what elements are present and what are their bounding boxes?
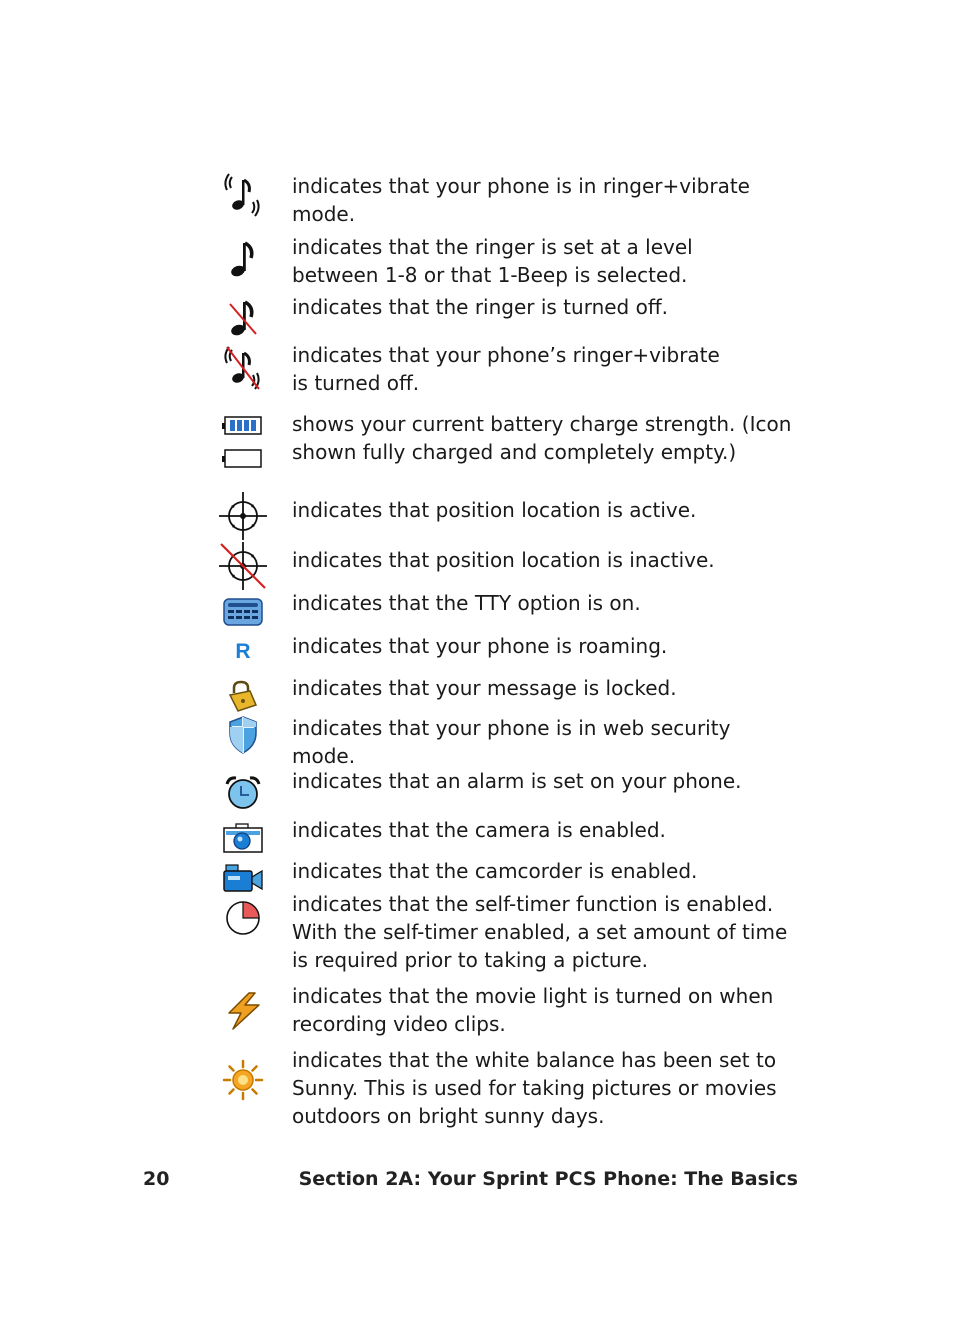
section-title: Section 2A: Your Sprint PCS Phone: The Basics (298, 1168, 798, 1190)
icon-description: shows your current battery charge strength. (Icon shown fully charged and completely empty.) (292, 412, 792, 464)
ringer-off-icon (216, 296, 270, 340)
icon-description: indicates that your phone is roaming. (292, 634, 668, 658)
alarm-clock-icon (216, 772, 270, 812)
ringer-vibrate-off-icon (216, 342, 270, 394)
page-number: 20 (143, 1168, 170, 1190)
lock-icon (216, 678, 270, 714)
movie-light-icon (216, 990, 270, 1032)
icon-description: indicates that the ringer is set at a level between 1-8 or that 1-Beep is selected. (292, 235, 693, 287)
icon-description: indicates that the camcorder is enabled. (292, 859, 698, 883)
icon-description: indicates that the ringer is turned off. (292, 295, 668, 319)
icon-description: indicates that position location is active. (292, 498, 697, 522)
position-location-inactive-icon (216, 540, 270, 592)
icon-description: indicates that position location is inactive. (292, 548, 715, 572)
icon-description: indicates that the self-timer function is enabled. With the self-timer enabled, a set amount of time is required prior to taking a picture. (292, 892, 788, 972)
camera-icon (216, 820, 270, 856)
tty-icon (216, 594, 270, 630)
icon-description: indicates that the white balance has been set to Sunny. This is used for taking pictures or movies outdoors on bright sunny days. (292, 1048, 777, 1128)
icon-description: indicates that your phone’s ringer+vibrate is turned off. (292, 343, 720, 395)
icon-description: indicates that the movie light is turned on when recording video clips. (292, 984, 774, 1036)
position-location-active-icon (216, 490, 270, 542)
shield-icon (216, 714, 270, 756)
sunny-icon (216, 1058, 270, 1102)
icon-description: indicates that your phone is in ringer+vibrate mode. (292, 174, 750, 226)
battery-icon (216, 414, 270, 474)
icon-description: indicates that your phone is in web security mode. (292, 716, 731, 768)
icon-description: indicates that an alarm is set on your phone. (292, 769, 742, 793)
self-timer-icon (216, 892, 270, 944)
roaming-glyph: R (235, 640, 251, 663)
icon-description: indicates that your message is locked. (292, 676, 677, 700)
roaming-icon (216, 637, 270, 667)
icon-description: indicates that the camera is enabled. (292, 818, 666, 842)
camcorder-icon (216, 861, 270, 895)
ringer-icon (216, 236, 270, 282)
icon-description: indicates that the TTY option is on. (292, 591, 641, 615)
ringer-vibrate-icon (216, 170, 270, 220)
